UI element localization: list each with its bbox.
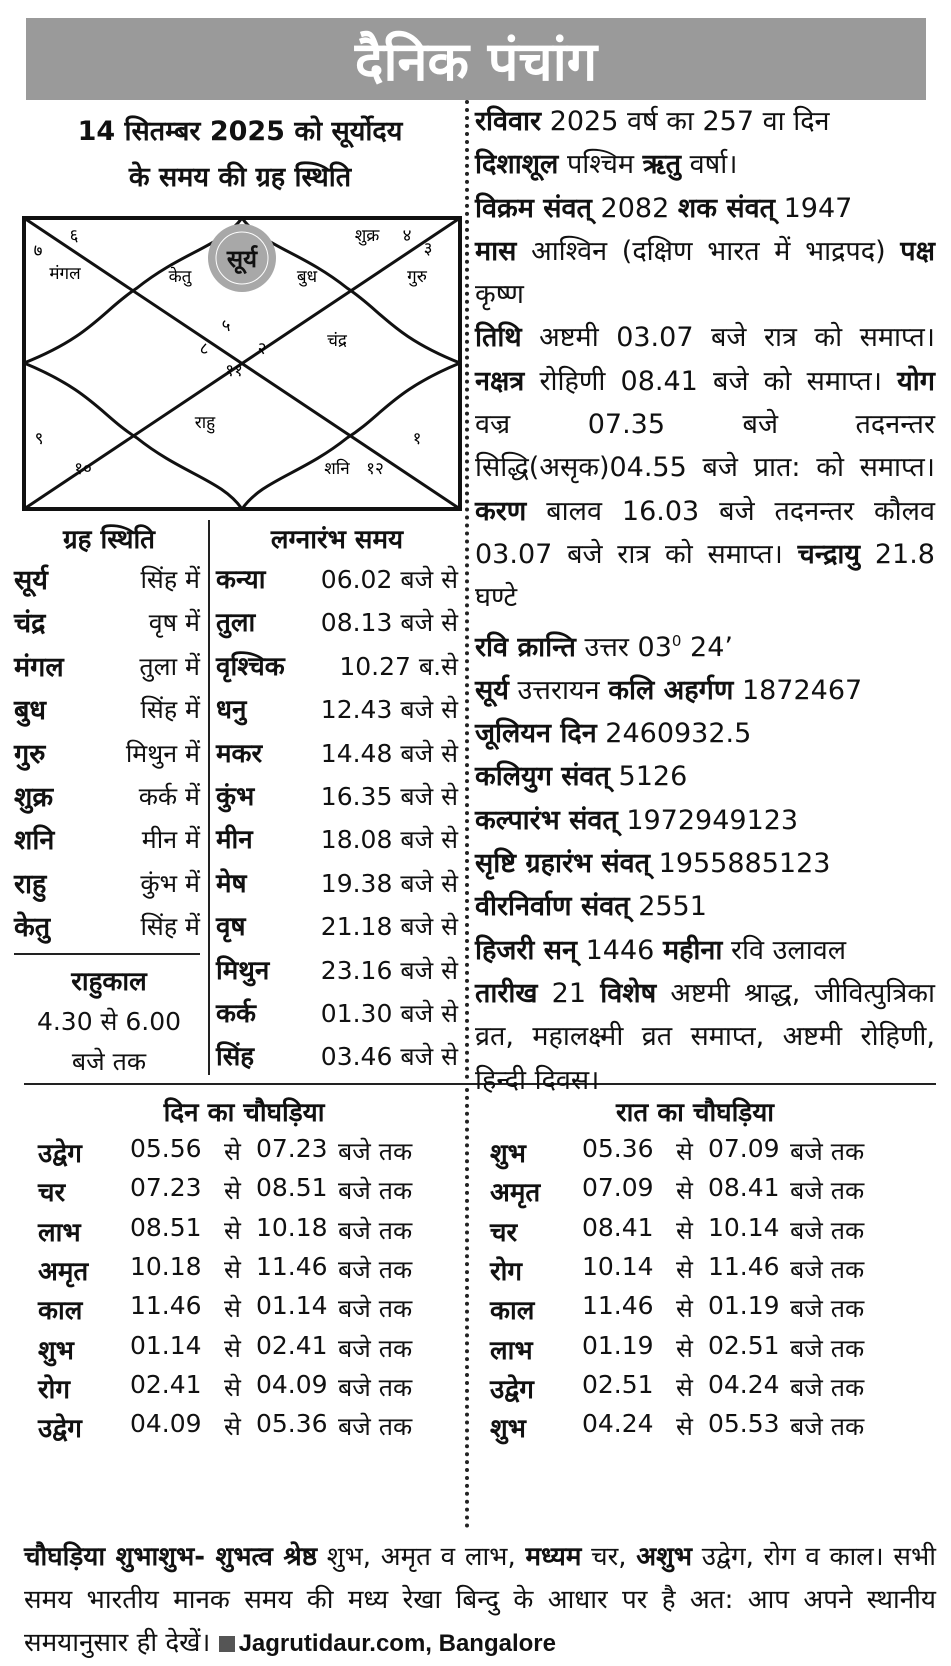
planet-mangal: मंगल bbox=[49, 264, 81, 284]
raat-choghadiya-row bbox=[490, 1409, 890, 1449]
house-number-11: ११ bbox=[225, 361, 243, 381]
planet-guru: गुरु bbox=[407, 267, 427, 287]
panchang-details bbox=[475, 100, 935, 1102]
raat-choghadiya-heading: रात का चौघड़िया bbox=[615, 1098, 775, 1128]
choghadiya-se: से bbox=[224, 1333, 241, 1363]
choghadiya-to: 11.46 bbox=[256, 1251, 328, 1281]
rahukaal-heading: राहुकाल bbox=[71, 967, 147, 997]
kranti-line: रवि क्रान्ति उत्तर $03^0$ 24’ bbox=[475, 631, 733, 663]
choghadiya-name: लाभ bbox=[38, 1217, 81, 1248]
rahukaal-box bbox=[14, 962, 204, 1082]
choghadiya-tail: बजे तक bbox=[790, 1333, 865, 1363]
graha-value: मीन में bbox=[141, 825, 200, 855]
house-number-7: ७ bbox=[33, 241, 43, 261]
house-number-10: १० bbox=[74, 459, 92, 479]
maas-line: मास आश्विन (दक्षिण भारत में भाद्रपद) पक्ष कृष्ण bbox=[475, 235, 935, 311]
choghadiya-name: शुभ bbox=[490, 1139, 526, 1169]
lagna-name: वृश्चिक bbox=[216, 651, 285, 682]
choghadiya-tail: बजे तक bbox=[790, 1215, 865, 1245]
chart-title-line1: 14 सितम्बर 2025 को सूर्योदय bbox=[77, 116, 403, 147]
choghadiya-to: 02.51 bbox=[708, 1330, 780, 1360]
brand-credit[interactable]: Jagrutidaur.com, Bangalore bbox=[219, 1630, 556, 1657]
lagna-name: धनु bbox=[216, 695, 247, 726]
graha-value: कुंभ में bbox=[140, 868, 200, 898]
choghadiya-se: से bbox=[224, 1294, 241, 1324]
lagna-heading: लग्नारंभ समय bbox=[270, 525, 404, 555]
choghadiya-name: काल bbox=[38, 1296, 83, 1327]
choghadiya-tail: बजे तक bbox=[790, 1294, 865, 1324]
raat-choghadiya-row bbox=[490, 1291, 890, 1331]
raat-choghadiya-row bbox=[490, 1331, 890, 1371]
graha-value: तुला में bbox=[139, 651, 200, 681]
graha-name: मंगल bbox=[14, 651, 64, 683]
choghadiya-from: 01.19 bbox=[582, 1330, 654, 1360]
choghadiya-to: 02.41 bbox=[256, 1330, 328, 1360]
choghadiya-tail: बजे तक bbox=[790, 1372, 865, 1402]
choghadiya-from: 08.41 bbox=[582, 1212, 654, 1242]
choghadiya-to: 11.46 bbox=[708, 1251, 780, 1281]
graha-value: सिंह में bbox=[140, 565, 200, 594]
lagna-time: 19.38 बजे से bbox=[320, 868, 458, 898]
choghadiya-se: से bbox=[224, 1215, 241, 1245]
house-number-2: २ bbox=[257, 339, 267, 359]
choghadiya-name: उद्वेग bbox=[490, 1374, 534, 1405]
house-number-5: ५ bbox=[221, 316, 231, 336]
tithi-paragraph: तिथि अष्टमी 03.07 बजे रात्र को समाप्त। नक्षत्र रोहिणी 08.41 बजे को समाप्त। योग वज्र 07.35 बजे तदनन्तर सिद्धि(असृक)04.55 बजे प्रात: को समाप्त। करण बालव 16.03 बजे तदनन्तर कौलव 03.07 बजे रात्र को समाप्त। चन्द्रायु 21.8 घण्टे bbox=[475, 322, 935, 614]
planet-chandra: चंद्र bbox=[327, 331, 347, 351]
choghadiya-se: से bbox=[676, 1254, 693, 1284]
choghadiya-from: 07.23 bbox=[130, 1173, 202, 1203]
choghadiya-name: शुभ bbox=[490, 1414, 526, 1445]
choghadiya-tail: बजे तक bbox=[338, 1254, 413, 1284]
choghadiya-from: 10.18 bbox=[130, 1251, 202, 1281]
lagna-name: कन्या bbox=[216, 565, 266, 595]
din-choghadiya-heading: दिन का चौघड़िया bbox=[163, 1098, 325, 1128]
graha-value: वृष में bbox=[148, 608, 200, 638]
house-number-6: ६ bbox=[69, 226, 79, 246]
din-choghadiya-row bbox=[38, 1291, 438, 1331]
choghadiya-se: से bbox=[676, 1176, 693, 1206]
choghadiya-to: 07.09 bbox=[708, 1134, 780, 1163]
graha-name: बुध bbox=[14, 695, 47, 727]
din-choghadiya-row bbox=[38, 1252, 438, 1292]
lagna-time: 16.35 बजे से bbox=[320, 782, 458, 811]
choghadiya-name: उद्वेग bbox=[38, 1414, 82, 1445]
divider-vertical-top bbox=[465, 100, 469, 1080]
lagna-name: कुंभ bbox=[216, 782, 255, 812]
choghadiya-tail: बजे तक bbox=[790, 1137, 865, 1166]
choghadiya-tail: बजे तक bbox=[338, 1176, 413, 1206]
lagna-time: 14.48 बजे से bbox=[320, 738, 458, 768]
dishashool-line: दिशाशूल पश्चिम ऋतु वर्षा। bbox=[475, 149, 738, 181]
choghadiya-tail: बजे तक bbox=[790, 1254, 865, 1284]
planet-shukra: शुक्र bbox=[354, 226, 380, 246]
choghadiya-se: से bbox=[676, 1137, 693, 1166]
din-choghadiya-row bbox=[38, 1134, 438, 1174]
choghadiya-to: 01.19 bbox=[708, 1291, 780, 1321]
graha-name: शनि bbox=[14, 825, 55, 857]
choghadiya-se: से bbox=[676, 1215, 693, 1245]
square-icon bbox=[219, 1636, 235, 1652]
choghadiya-name: अमृत bbox=[490, 1178, 541, 1209]
surya-line: सूर्य उत्तरायन कलि अहर्गण 1872467 bbox=[475, 674, 863, 706]
house-number-12: १२ bbox=[366, 459, 384, 479]
choghadiya-from: 05.36 bbox=[582, 1134, 654, 1163]
choghadiya-from: 08.51 bbox=[130, 1212, 202, 1242]
lagna-name: मेष bbox=[216, 868, 247, 899]
choghadiya-se: से bbox=[224, 1176, 241, 1206]
choghadiya-se: से bbox=[224, 1137, 241, 1166]
choghadiya-name: रोग bbox=[490, 1256, 523, 1287]
din-choghadiya-row bbox=[38, 1173, 438, 1213]
rahukaal-suffix: बजे तक bbox=[71, 1047, 147, 1076]
vishesh-paragraph: तारीख 21 विशेष अष्टमी श्राद्ध, जीवित्पुत्रिका व्रत, महालक्ष्मी व्रत समाप्त, अष्टमी रोहिणी, हिन्दी दिवस। bbox=[475, 977, 935, 1096]
choghadiya-to: 01.14 bbox=[256, 1291, 328, 1321]
lagna-name: सिंह bbox=[216, 1042, 255, 1073]
choghadiya-tail: बजे तक bbox=[338, 1294, 413, 1324]
choghadiya-from: 02.51 bbox=[582, 1369, 654, 1399]
choghadiya-name: काल bbox=[490, 1296, 535, 1327]
graha-name: सूर्य bbox=[14, 565, 48, 596]
graha-name: राहु bbox=[14, 868, 47, 900]
choghadiya-from: 07.09 bbox=[582, 1173, 654, 1203]
din-choghadiya-row bbox=[38, 1331, 438, 1371]
raat-choghadiya-row bbox=[490, 1134, 890, 1174]
lagna-time: 10.27 ब.से bbox=[339, 651, 458, 681]
page-title: दैनिक पंचांग bbox=[354, 30, 598, 93]
choghadiya-to: 04.09 bbox=[256, 1369, 328, 1399]
srishti-line: सृष्टि ग्रहारंभ संवत् 1955885123 bbox=[475, 848, 831, 880]
choghadiya-tail: बजे तक bbox=[338, 1372, 413, 1402]
choghadiya-from: 11.46 bbox=[582, 1291, 654, 1321]
veernirvan-line: वीरनिर्वाण संवत् 2551 bbox=[475, 891, 707, 923]
choghadiya-from: 02.41 bbox=[130, 1369, 202, 1399]
raat-choghadiya-row bbox=[490, 1213, 890, 1253]
choghadiya-se: से bbox=[676, 1333, 693, 1363]
choghadiya-to: 05.53 bbox=[708, 1409, 780, 1439]
graha-name: शुक्र bbox=[14, 782, 54, 813]
choghadiya-to: 05.36 bbox=[256, 1409, 328, 1439]
din-choghadiya-row bbox=[38, 1213, 438, 1253]
choghadiya-from: 01.14 bbox=[130, 1330, 202, 1360]
footer-note: चौघड़िया शुभाशुभ- शुभत्व श्रेष्ठ शुभ, अमृत व लाभ, मध्यम चर, अशुभ उद्वेग, रोग व काल। सभी समय भारतीय मानक समय की मध्य रेखा बिन्दु के आधार पर है अत: आप अपने स्थानीय समयानुसार ही देखें। Jagrutidaur.com, Bangalore bbox=[24, 1542, 936, 1658]
choghadiya-tail: बजे तक bbox=[338, 1215, 413, 1245]
choghadiya-from: 05.56 bbox=[130, 1134, 202, 1163]
graha-name: गुरु bbox=[14, 738, 46, 770]
divider-left-columns bbox=[208, 520, 210, 1075]
julian-line: जूलियन दिन 2460932.5 bbox=[475, 718, 752, 750]
lagna-name: मिथुन bbox=[216, 955, 270, 986]
lagna-time: 12.43 बजे से bbox=[320, 695, 458, 725]
din-choghadiya-row bbox=[38, 1370, 438, 1410]
kundli-chart bbox=[22, 216, 462, 511]
graha-name: चंद्र bbox=[14, 608, 46, 640]
graha-name: केतु bbox=[14, 912, 51, 944]
planet-rahu: राहु bbox=[194, 413, 216, 433]
lagna-name: मकर bbox=[216, 738, 263, 769]
lagna-time: 06.02 बजे से bbox=[320, 565, 458, 594]
choghadiya-se: से bbox=[224, 1372, 241, 1402]
rahukaal-time: 4.30 से 6.00 bbox=[36, 1007, 182, 1036]
choghadiya-tail: बजे तक bbox=[338, 1333, 413, 1363]
raat-choghadiya-row bbox=[490, 1370, 890, 1410]
graha-value: सिंह में bbox=[140, 695, 200, 725]
choghadiya-to: 10.18 bbox=[256, 1212, 328, 1242]
lagna-time: 21.18 बजे से bbox=[320, 912, 458, 942]
planet-surya: सूर्य bbox=[226, 245, 258, 273]
planet-shani: शनि bbox=[324, 459, 350, 479]
graha-value: कर्क में bbox=[138, 782, 200, 811]
raat-choghadiya-row bbox=[490, 1252, 890, 1292]
choghadiya-to: 08.51 bbox=[256, 1173, 328, 1203]
lagna-time: 08.13 बजे से bbox=[320, 608, 458, 638]
raat-choghadiya-row bbox=[490, 1173, 890, 1213]
choghadiya-name: लाभ bbox=[490, 1335, 533, 1366]
hijri-line: हिजरी सन् 1446 महीना रवि उलावल bbox=[475, 934, 847, 966]
kaliyug-line: कलियुग संवत् 5126 bbox=[475, 761, 688, 793]
house-number-3: ३ bbox=[423, 239, 433, 259]
planet-ketu: केतु bbox=[168, 267, 192, 287]
divider-rahukaal bbox=[14, 953, 200, 955]
house-number-4: ४ bbox=[402, 226, 412, 246]
choghadiya-from: 04.09 bbox=[130, 1409, 202, 1439]
choghadiya-tail: बजे तक bbox=[338, 1412, 413, 1442]
choghadiya-tail: बजे तक bbox=[790, 1176, 865, 1206]
graha-heading: ग्रह स्थिति bbox=[62, 525, 156, 555]
lagna-time: 23.16 बजे से bbox=[320, 955, 458, 985]
choghadiya-se: से bbox=[676, 1372, 693, 1402]
lagna-name: तुला bbox=[216, 608, 256, 639]
choghadiya-name: उद्वेग bbox=[38, 1139, 82, 1169]
choghadiya-se: से bbox=[676, 1294, 693, 1324]
samvat-line: विक्रम संवत् 2082 शक संवत् 1947 bbox=[475, 192, 853, 224]
graha-value: मिथुन में bbox=[125, 738, 200, 768]
choghadiya-se: से bbox=[676, 1412, 693, 1442]
choghadiya-to: 10.14 bbox=[708, 1212, 780, 1242]
choghadiya-from: 10.14 bbox=[582, 1251, 654, 1281]
lagna-name: कर्क bbox=[216, 999, 256, 1029]
lagna-name: मीन bbox=[216, 825, 253, 856]
lagna-time: 03.46 बजे से bbox=[320, 1042, 458, 1072]
din-choghadiya-row bbox=[38, 1409, 438, 1449]
header-banner bbox=[26, 18, 926, 100]
choghadiya-from: 04.24 bbox=[582, 1409, 654, 1439]
choghadiya-name: शुभ bbox=[38, 1335, 74, 1366]
lagna-time: 01.30 बजे से bbox=[320, 999, 458, 1028]
choghadiya-to: 08.41 bbox=[708, 1173, 780, 1203]
house-number-8: ८ bbox=[199, 339, 209, 359]
choghadiya-tail: बजे तक bbox=[790, 1412, 865, 1442]
house-number-9: ९ bbox=[34, 429, 44, 449]
graha-value: सिंह में bbox=[140, 912, 200, 942]
divider-vertical-bottom bbox=[465, 1088, 469, 1528]
choghadiya-se: से bbox=[224, 1254, 241, 1284]
choghadiya-from: 11.46 bbox=[130, 1291, 202, 1321]
choghadiya-name: रोग bbox=[38, 1374, 71, 1405]
kalparambh-line: कल्पारंभ संवत् 1972949123 bbox=[475, 804, 799, 836]
weekday-line: रविवार 2025 वर्ष का 257 वा दिन bbox=[475, 106, 830, 137]
choghadiya-to: 04.24 bbox=[708, 1369, 780, 1399]
choghadiya-tail: बजे तक bbox=[338, 1137, 413, 1166]
choghadiya-name: चर bbox=[38, 1178, 66, 1209]
lagna-time: 18.08 बजे से bbox=[320, 825, 458, 855]
choghadiya-name: चर bbox=[490, 1217, 518, 1248]
choghadiya-to: 07.23 bbox=[256, 1134, 328, 1163]
house-number-1: १ bbox=[412, 429, 422, 449]
lagna-name: वृष bbox=[216, 912, 246, 943]
chart-title-line2: के समय की ग्रह स्थिति bbox=[128, 162, 352, 193]
choghadiya-se: से bbox=[224, 1412, 241, 1442]
planet-budh: बुध bbox=[296, 267, 318, 287]
choghadiya-name: अमृत bbox=[38, 1256, 89, 1287]
